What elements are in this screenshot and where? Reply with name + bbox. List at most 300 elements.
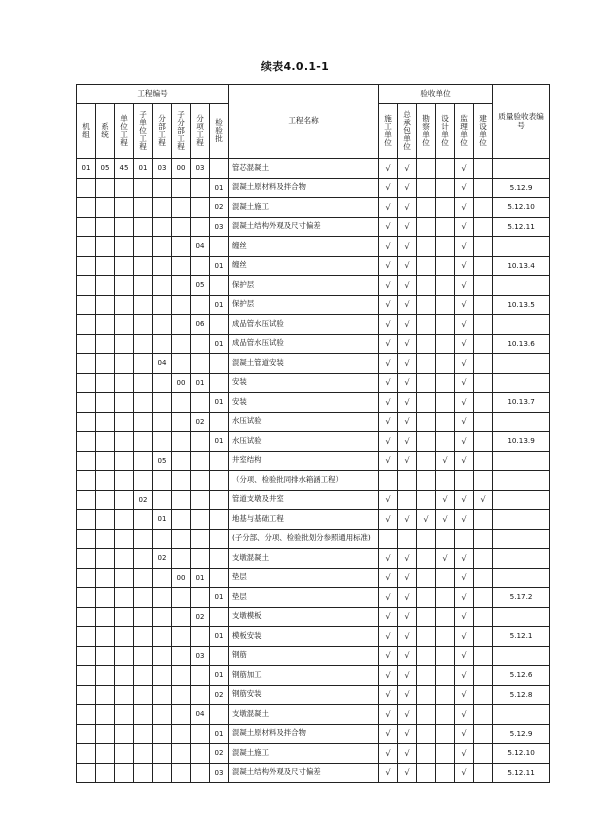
kancha-check-cell [417, 627, 436, 647]
code-zifenbu-cell [172, 451, 191, 471]
table-row [77, 666, 550, 686]
code-jianyan-cell: 02 [210, 685, 229, 705]
code-xitong-cell [96, 588, 115, 608]
code-xitong-cell [96, 276, 115, 296]
shigong-check-cell: √ [379, 724, 398, 744]
table-row [77, 315, 550, 335]
kancha-check-cell [417, 412, 436, 432]
jianli-check-cell: √ [455, 412, 474, 432]
code-fenbu-cell [153, 334, 172, 354]
code-xitong-cell [96, 393, 115, 413]
table-row [77, 393, 550, 413]
code-zifenbu-cell [172, 178, 191, 198]
table-title: 续表4.0.1-1 [260, 60, 330, 73]
code-fenbu-cell: 02 [153, 549, 172, 569]
name-header: 工程名称 [229, 85, 379, 159]
jianli-check-cell: √ [455, 607, 474, 627]
code-zifenbu-cell [172, 724, 191, 744]
code-zidanwei-cell [134, 744, 153, 764]
code-fenxiang-cell [191, 549, 210, 569]
kancha-check-cell [417, 666, 436, 686]
kancha-check-cell [417, 217, 436, 237]
table-row [77, 354, 550, 374]
kancha-check-cell [417, 354, 436, 374]
code-jianyan-cell [210, 568, 229, 588]
code-zifenbu-cell [172, 237, 191, 257]
code-fenbu-cell [153, 724, 172, 744]
jianshe-check-cell [474, 354, 493, 374]
code-fenbu-cell [153, 490, 172, 510]
code-fenbu-cell: 05 [153, 451, 172, 471]
code-fenxiang-cell [191, 490, 210, 510]
code-jianyan-cell [210, 354, 229, 374]
sheji-check-cell [436, 666, 455, 686]
jianli-check-cell: √ [455, 510, 474, 530]
shigong-check-cell: √ [379, 607, 398, 627]
sheji-check-cell [436, 354, 455, 374]
table-row [77, 412, 550, 432]
code-fenxiang-cell [191, 334, 210, 354]
col-jianyan-text: 检验批 [215, 117, 223, 143]
jianshe-check-cell [474, 237, 493, 257]
kancha-check-cell [417, 198, 436, 218]
project-name-cell: 管道支墩及井室 [229, 490, 379, 510]
code-xitong-cell [96, 315, 115, 335]
col-jianshe [474, 104, 493, 159]
code-danwei-cell [115, 666, 134, 686]
project-name-cell: 混凝土施工 [229, 198, 379, 218]
code-fenxiang-cell: 03 [191, 159, 210, 179]
sheji-check-cell [436, 529, 455, 549]
code-fenbu-cell: 01 [153, 510, 172, 530]
code-xitong-cell [96, 724, 115, 744]
zongbao-check-cell: √ [398, 393, 417, 413]
table-no-cell [493, 451, 550, 471]
shigong-check-cell: √ [379, 159, 398, 179]
sheji-check-cell [436, 744, 455, 764]
code-fenxiang-cell [191, 529, 210, 549]
zongbao-check-cell: √ [398, 705, 417, 725]
code-fenxiang-cell [191, 744, 210, 764]
table-row [77, 159, 550, 179]
code-xitong-cell [96, 412, 115, 432]
jianli-check-cell: √ [455, 763, 474, 783]
zongbao-check-cell [398, 529, 417, 549]
kancha-check-cell [417, 256, 436, 276]
code-fenxiang-cell [191, 685, 210, 705]
code-danwei-cell [115, 685, 134, 705]
project-name-cell: 缠丝 [229, 237, 379, 257]
col-jianli [455, 104, 474, 159]
project-name-cell: 成品管水压试验 [229, 315, 379, 335]
col-sheji [436, 104, 455, 159]
code-zifenbu-cell [172, 393, 191, 413]
code-zidanwei-cell: 02 [134, 490, 153, 510]
table-body [77, 159, 550, 783]
code-zifenbu-cell [172, 510, 191, 530]
code-xitong-cell [96, 510, 115, 530]
sheji-check-cell [436, 685, 455, 705]
jianli-check-cell: √ [455, 373, 474, 393]
jianli-check-cell: √ [455, 159, 474, 179]
table-no-cell: 5.12.1 [493, 627, 550, 647]
code-danwei-cell [115, 295, 134, 315]
code-jizu-cell [77, 646, 96, 666]
code-zifenbu-cell [172, 276, 191, 296]
code-jizu-cell [77, 705, 96, 725]
jianli-check-cell: √ [455, 276, 474, 296]
code-fenbu-cell [153, 432, 172, 452]
code-zidanwei-cell [134, 295, 153, 315]
code-zidanwei-cell [134, 705, 153, 725]
shigong-check-cell: √ [379, 627, 398, 647]
code-xitong-cell [96, 373, 115, 393]
table-no-cell [493, 568, 550, 588]
table-row [77, 607, 550, 627]
code-xitong-cell [96, 490, 115, 510]
project-name-cell: 钢筋加工 [229, 666, 379, 686]
code-fenbu-cell [153, 217, 172, 237]
jianli-check-cell: √ [455, 393, 474, 413]
code-fenxiang-cell [191, 666, 210, 686]
project-name-cell: 缠丝 [229, 256, 379, 276]
code-fenbu-cell [153, 412, 172, 432]
code-fenxiang-cell [191, 724, 210, 744]
jianli-check-cell [455, 471, 474, 491]
code-jianyan-cell: 01 [210, 588, 229, 608]
jianli-check-cell: √ [455, 198, 474, 218]
col-zidanwei-text: 子单位工程 [139, 109, 147, 151]
zongbao-check-cell: √ [398, 510, 417, 530]
project-name-cell: 混凝土管道安装 [229, 354, 379, 374]
jianshe-check-cell [474, 588, 493, 608]
code-jizu-cell [77, 529, 96, 549]
code-danwei-cell [115, 354, 134, 374]
sheji-check-cell [436, 198, 455, 218]
code-fenxiang-cell: 05 [191, 276, 210, 296]
col-sheji-text: 设计单位 [441, 113, 449, 147]
code-xitong-cell [96, 744, 115, 764]
code-jizu-cell [77, 393, 96, 413]
zongbao-check-cell [398, 490, 417, 510]
shigong-check-cell: √ [379, 646, 398, 666]
zongbao-check-cell: √ [398, 627, 417, 647]
jianli-check-cell: √ [455, 666, 474, 686]
code-fenbu-cell [153, 529, 172, 549]
code-danwei-cell [115, 412, 134, 432]
project-name-cell: 混凝土施工 [229, 744, 379, 764]
sheji-check-cell [436, 471, 455, 491]
sheji-check-cell [436, 588, 455, 608]
code-fenbu-cell [153, 373, 172, 393]
code-jianyan-cell [210, 471, 229, 491]
code-zifenbu-cell [172, 354, 191, 374]
col-danwei [115, 104, 134, 159]
code-xitong-cell [96, 471, 115, 491]
sheji-check-cell [436, 295, 455, 315]
kancha-check-cell [417, 685, 436, 705]
shigong-check-cell: √ [379, 568, 398, 588]
jianli-check-cell: √ [455, 217, 474, 237]
code-zifenbu-cell: 00 [172, 568, 191, 588]
project-name-cell: 混凝土原材料及拌合物 [229, 724, 379, 744]
code-danwei-cell [115, 490, 134, 510]
kancha-check-cell [417, 490, 436, 510]
jianshe-check-cell: √ [474, 490, 493, 510]
jianshe-check-cell [474, 198, 493, 218]
jianshe-check-cell [474, 295, 493, 315]
code-zifenbu-cell [172, 763, 191, 783]
code-fenbu-cell [153, 393, 172, 413]
jianshe-check-cell [474, 529, 493, 549]
jianshe-check-cell [474, 178, 493, 198]
code-jianyan-cell: 01 [210, 432, 229, 452]
code-zifenbu-cell [172, 295, 191, 315]
project-name-cell: 垫层 [229, 568, 379, 588]
kancha-check-cell [417, 178, 436, 198]
table-no-cell: 10.13.5 [493, 295, 550, 315]
code-xitong-cell [96, 685, 115, 705]
sheji-check-cell [436, 178, 455, 198]
code-danwei-cell [115, 432, 134, 452]
project-name-cell: (子分部、分项、检验批划分参照通用标准) [229, 529, 379, 549]
code-fenbu-cell: 03 [153, 159, 172, 179]
code-jizu-cell [77, 763, 96, 783]
shigong-check-cell: √ [379, 588, 398, 608]
jianli-check-cell [455, 529, 474, 549]
code-xitong-cell [96, 705, 115, 725]
zongbao-check-cell: √ [398, 685, 417, 705]
kancha-check-cell [417, 315, 436, 335]
sheji-check-cell [436, 237, 455, 257]
sheji-check-cell [436, 393, 455, 413]
table-row [77, 237, 550, 257]
col-shigong [379, 104, 398, 159]
code-fenbu-cell [153, 627, 172, 647]
code-zifenbu-cell [172, 198, 191, 218]
shigong-check-cell: √ [379, 198, 398, 218]
code-jizu-cell [77, 412, 96, 432]
zongbao-check-cell: √ [398, 607, 417, 627]
col-jianshe-text: 建设单位 [479, 113, 487, 147]
col-xitong [96, 104, 115, 159]
table-no-cell [493, 705, 550, 725]
code-fenbu-cell [153, 646, 172, 666]
table-no-cell: 5.12.10 [493, 744, 550, 764]
jianli-check-cell: √ [455, 646, 474, 666]
shigong-check-cell: √ [379, 490, 398, 510]
table-no-cell [493, 646, 550, 666]
shigong-check-cell: √ [379, 354, 398, 374]
zongbao-check-cell: √ [398, 451, 417, 471]
code-fenxiang-cell [191, 763, 210, 783]
code-zidanwei-cell [134, 315, 153, 335]
code-zifenbu-cell [172, 685, 191, 705]
jianshe-check-cell [474, 373, 493, 393]
zongbao-check-cell: √ [398, 763, 417, 783]
code-zidanwei-cell [134, 607, 153, 627]
jianshe-check-cell [474, 549, 493, 569]
code-zidanwei-cell [134, 568, 153, 588]
code-group-header: 工程编号 [77, 85, 229, 104]
zongbao-check-cell [398, 471, 417, 491]
zongbao-check-cell: √ [398, 295, 417, 315]
sheji-check-cell [436, 432, 455, 452]
code-xitong-cell [96, 627, 115, 647]
zongbao-check-cell: √ [398, 217, 417, 237]
jianshe-check-cell [474, 685, 493, 705]
code-zidanwei-cell [134, 198, 153, 218]
code-zidanwei-cell [134, 529, 153, 549]
project-name-cell: 混凝土结构外观及尺寸偏差 [229, 763, 379, 783]
code-xitong-cell [96, 607, 115, 627]
zongbao-check-cell: √ [398, 256, 417, 276]
code-zidanwei-cell [134, 354, 153, 374]
project-name-cell: 支墩模板 [229, 607, 379, 627]
table-no-header [493, 85, 550, 159]
code-jianyan-cell [210, 646, 229, 666]
sheji-check-cell [436, 705, 455, 725]
table-no-cell [493, 471, 550, 491]
code-zifenbu-cell: 00 [172, 373, 191, 393]
zongbao-check-cell: √ [398, 159, 417, 179]
kancha-check-cell [417, 568, 436, 588]
code-zidanwei-cell [134, 627, 153, 647]
zongbao-check-cell: √ [398, 373, 417, 393]
jianshe-check-cell [474, 471, 493, 491]
kancha-check-cell [417, 451, 436, 471]
code-fenxiang-cell [191, 217, 210, 237]
code-jizu-cell [77, 607, 96, 627]
code-fenxiang-cell [191, 295, 210, 315]
code-xitong-cell [96, 432, 115, 452]
code-zifenbu-cell [172, 705, 191, 725]
shigong-check-cell: √ [379, 685, 398, 705]
code-jianyan-cell [210, 373, 229, 393]
kancha-check-cell [417, 295, 436, 315]
code-jizu-cell [77, 510, 96, 530]
table-no-cell [493, 237, 550, 257]
jianli-check-cell: √ [455, 451, 474, 471]
table-row [77, 490, 550, 510]
code-zifenbu-cell [172, 334, 191, 354]
code-jianyan-cell: 01 [210, 295, 229, 315]
table-row [77, 334, 550, 354]
code-jianyan-cell: 01 [210, 627, 229, 647]
zongbao-check-cell: √ [398, 334, 417, 354]
code-danwei-cell [115, 510, 134, 530]
col-jianli-text: 监理单位 [460, 113, 468, 147]
code-danwei-cell [115, 588, 134, 608]
sheji-check-cell: √ [436, 549, 455, 569]
table-no-cell [493, 373, 550, 393]
sheji-check-cell [436, 412, 455, 432]
jianli-check-cell: √ [455, 744, 474, 764]
sheji-check-cell [436, 217, 455, 237]
code-xitong-cell [96, 666, 115, 686]
code-fenxiang-cell: 03 [191, 646, 210, 666]
code-jianyan-cell: 02 [210, 744, 229, 764]
shigong-check-cell: √ [379, 744, 398, 764]
project-name-cell: 管芯混凝土 [229, 159, 379, 179]
table-row [77, 471, 550, 491]
code-fenxiang-cell [191, 178, 210, 198]
code-xitong-cell [96, 549, 115, 569]
code-zifenbu-cell [172, 646, 191, 666]
code-jianyan-cell: 01 [210, 393, 229, 413]
code-jizu-cell [77, 354, 96, 374]
shigong-check-cell: √ [379, 432, 398, 452]
table-no-cell [493, 607, 550, 627]
code-danwei-cell [115, 471, 134, 491]
code-zifenbu-cell [172, 607, 191, 627]
jianshe-check-cell [474, 607, 493, 627]
jianshe-check-cell [474, 666, 493, 686]
jianli-check-cell: √ [455, 685, 474, 705]
table-row [77, 705, 550, 725]
zongbao-check-cell: √ [398, 198, 417, 218]
kancha-check-cell [417, 549, 436, 569]
zongbao-check-cell: √ [398, 354, 417, 374]
shigong-check-cell: √ [379, 276, 398, 296]
sheji-check-cell [436, 627, 455, 647]
code-jizu-cell [77, 451, 96, 471]
code-danwei-cell [115, 705, 134, 725]
code-xitong-cell [96, 217, 115, 237]
code-zidanwei-cell [134, 666, 153, 686]
jianshe-check-cell [474, 646, 493, 666]
table-row [77, 217, 550, 237]
code-fenxiang-cell [191, 354, 210, 374]
col-kancha [417, 104, 436, 159]
table-no-cell: 10.13.6 [493, 334, 550, 354]
shigong-check-cell: √ [379, 373, 398, 393]
table-no-cell [493, 549, 550, 569]
code-zidanwei-cell [134, 451, 153, 471]
code-zidanwei-cell: 01 [134, 159, 153, 179]
code-fenbu-cell [153, 588, 172, 608]
zongbao-check-cell: √ [398, 549, 417, 569]
code-jizu-cell [77, 471, 96, 491]
table-row [77, 373, 550, 393]
code-zifenbu-cell [172, 432, 191, 452]
code-danwei-cell [115, 549, 134, 569]
table-row [77, 724, 550, 744]
jianshe-check-cell [474, 412, 493, 432]
sheji-check-cell [436, 159, 455, 179]
code-zidanwei-cell [134, 471, 153, 491]
code-xitong-cell [96, 198, 115, 218]
jianli-check-cell: √ [455, 256, 474, 276]
col-zongbao-text: 总承包单位 [403, 109, 411, 151]
shigong-check-cell: √ [379, 666, 398, 686]
sheji-check-cell [436, 724, 455, 744]
table-no-cell: 5.12.11 [493, 763, 550, 783]
jianli-check-cell: √ [455, 568, 474, 588]
jianshe-check-cell [474, 724, 493, 744]
shigong-check-cell: √ [379, 256, 398, 276]
project-name-cell: 混凝土结构外观及尺寸偏差 [229, 217, 379, 237]
col-fenbu-text: 分部工程 [158, 113, 166, 147]
table-no-cell: 5.12.11 [493, 217, 550, 237]
table-row [77, 256, 550, 276]
table-row [77, 198, 550, 218]
code-zidanwei-cell [134, 373, 153, 393]
jianshe-check-cell [474, 276, 493, 296]
code-xitong-cell [96, 237, 115, 257]
code-fenxiang-cell: 06 [191, 315, 210, 335]
jianli-check-cell: √ [455, 549, 474, 569]
